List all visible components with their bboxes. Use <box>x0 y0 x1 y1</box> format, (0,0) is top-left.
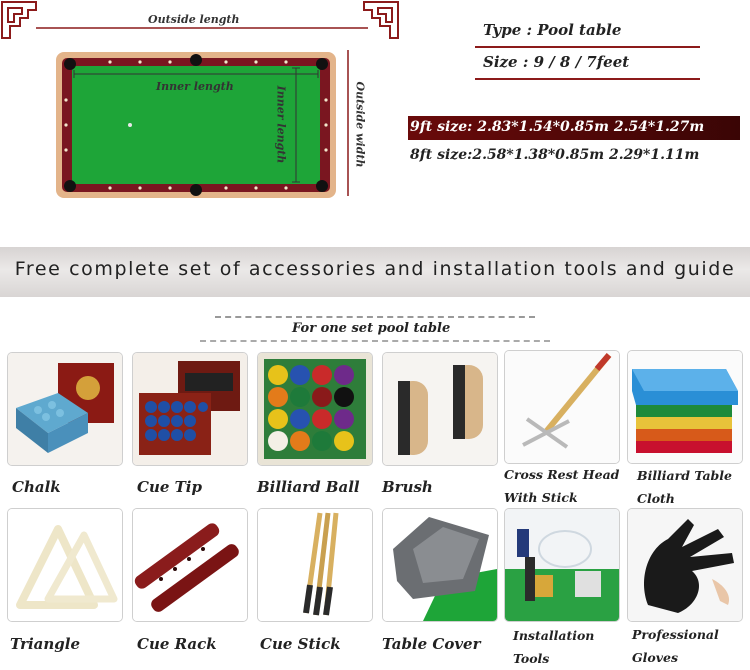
billiard-ball-image <box>258 353 372 465</box>
cue-tip-card[interactable] <box>132 352 248 466</box>
triangle-image <box>8 509 122 621</box>
gloves-card[interactable] <box>627 508 743 622</box>
gloves-label-line2: Gloves <box>632 650 679 665</box>
subtitle-rule-bottom <box>200 340 550 343</box>
gloves-image <box>628 509 742 621</box>
cue-stick-card[interactable] <box>257 508 373 622</box>
cross-rest-label-line1: Cross Rest Head <box>504 467 620 482</box>
cue-tip-image <box>133 353 247 465</box>
cue-rack-image <box>133 509 247 621</box>
cue-rack-label: Cue Rack <box>137 635 217 653</box>
triangle-card[interactable] <box>7 508 123 622</box>
billiard-ball-card[interactable] <box>257 352 373 466</box>
cross-rest-label-line2: With Stick <box>504 490 578 505</box>
billiard-ball-label: Billiard Ball <box>257 478 360 496</box>
chalk-card[interactable] <box>7 352 123 466</box>
cross-rest-card[interactable] <box>504 350 620 464</box>
spec-panel <box>405 0 750 240</box>
outside-width-label: Outside width <box>353 81 367 168</box>
banner-text: Free complete set of accessories and installation tools and guide <box>14 258 736 280</box>
installation-tools-image <box>505 509 619 621</box>
size-spec: Size : 9 / 8 / 7feet <box>483 53 630 71</box>
brush-label: Brush <box>382 478 433 496</box>
subtitle-rule-top <box>215 316 535 319</box>
ornament-right-icon <box>364 2 398 38</box>
table-cloth-image <box>628 351 742 463</box>
brush-image <box>383 353 497 465</box>
inner-length-label: Inner length <box>156 80 234 93</box>
installation-tools-label-line1: Installation <box>513 628 595 643</box>
table-cover-image <box>383 509 497 621</box>
installation-tools-label-line2: Tools <box>513 651 550 666</box>
installation-tools-card[interactable] <box>504 508 620 622</box>
cue-stick-label: Cue Stick <box>260 635 341 653</box>
table-cover-label: Table Cover <box>382 635 481 653</box>
cue-tip-label: Cue Tip <box>137 478 202 496</box>
table-cover-card[interactable] <box>382 508 498 622</box>
type-spec: Type : Pool table <box>483 21 622 39</box>
cross-rest-image <box>505 351 619 463</box>
pool-table-drawing <box>0 0 400 240</box>
brush-card[interactable] <box>382 352 498 466</box>
divider <box>475 46 700 48</box>
ornament-left-icon <box>2 2 36 38</box>
divider <box>475 78 700 80</box>
table-cloth-label-line1: Billiard Table <box>637 468 732 483</box>
outside-length-label: Outside length <box>148 13 240 26</box>
inner-length-vertical-label: Inner length <box>274 85 288 164</box>
table-cloth-card[interactable] <box>627 350 743 464</box>
chalk-label: Chalk <box>12 478 61 496</box>
triangle-label: Triangle <box>10 635 81 653</box>
table-cloth-label-line2: Cloth <box>637 491 675 506</box>
gloves-label-line1: Professional <box>632 627 719 642</box>
table-diagram <box>0 0 400 240</box>
chalk-image <box>8 353 122 465</box>
section-subtitle: For one set pool table <box>292 321 451 336</box>
cue-rack-card[interactable] <box>132 508 248 622</box>
cue-stick-image <box>258 509 372 621</box>
nine-ft-spec: 9ft size: 2.83*1.54*0.85m 2.54*1.27m <box>410 119 705 135</box>
eight-ft-spec: 8ft size:2.58*1.38*0.85m 2.29*1.11m <box>410 147 700 163</box>
